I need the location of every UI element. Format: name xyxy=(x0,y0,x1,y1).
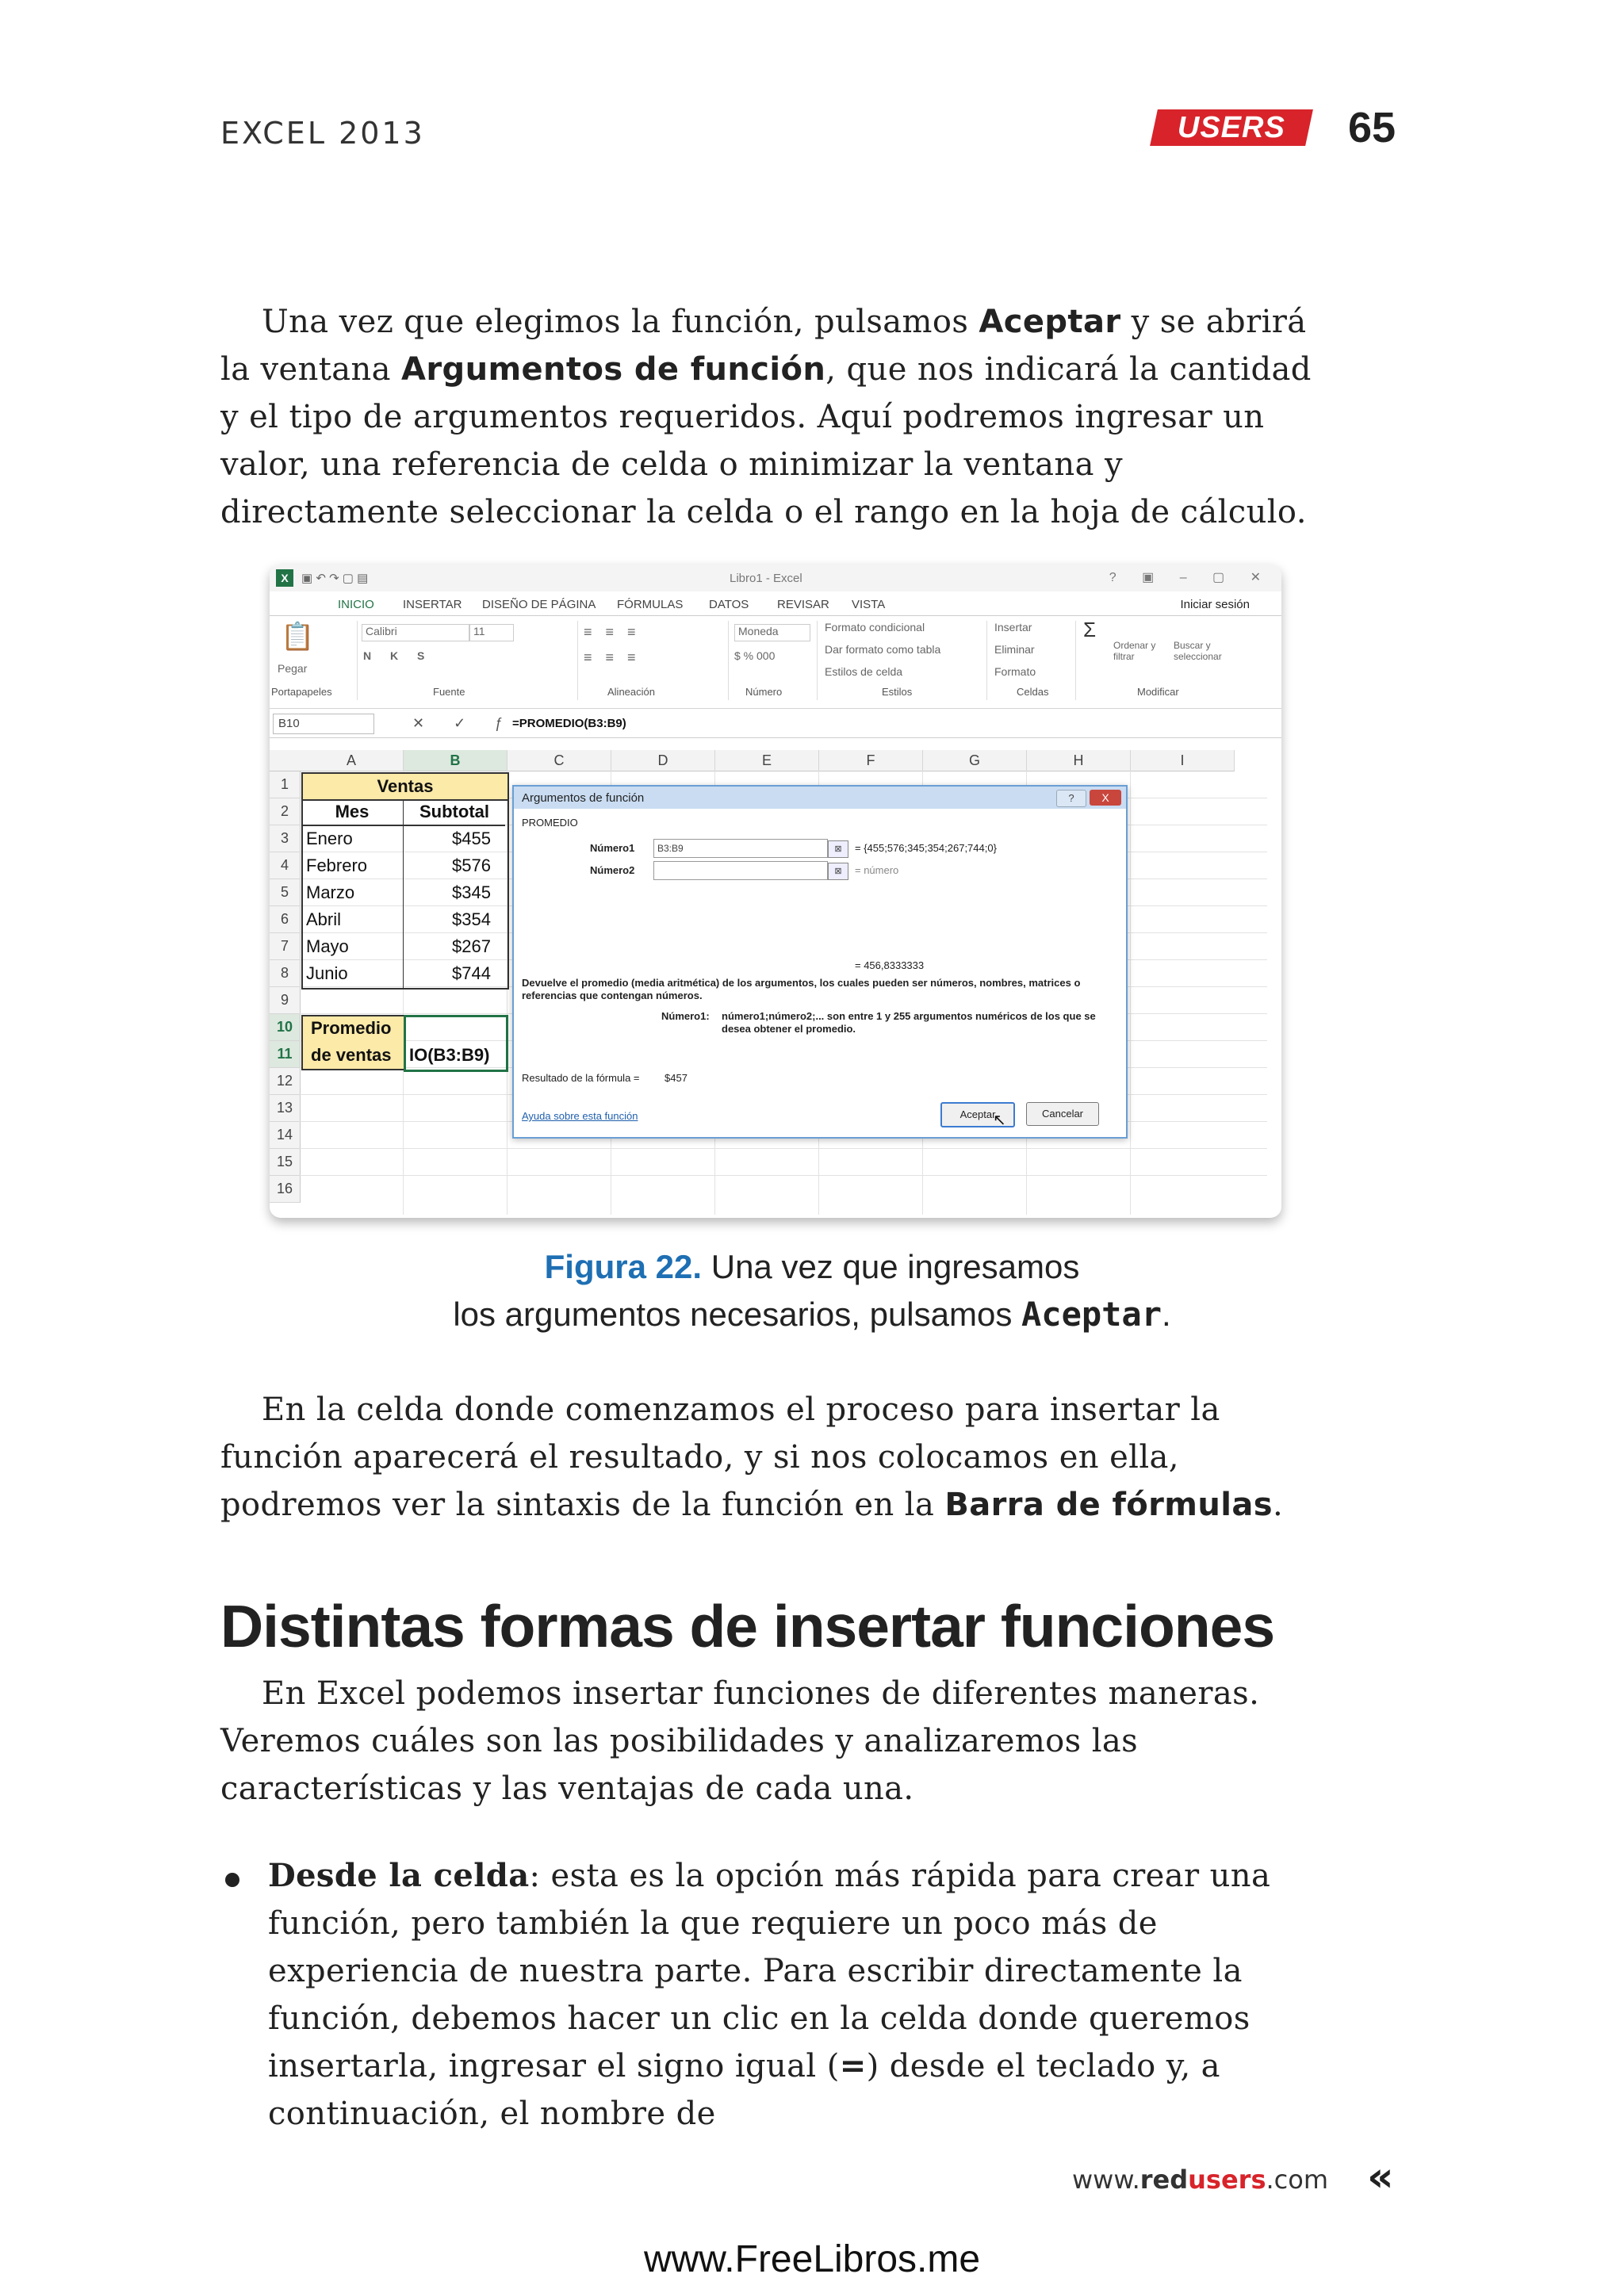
bullet-item-desde-celda: Desde la celda: esta es la opción más rápida para crear una función, pero también la que requiere un poco más de experiencia de nuestra parte. Para escribir directamente la función, debemos hacer un clic en la celda donde queremos insertarla, ingresar el signo igual (=) desde el teclado y, a continuación, el nombre de xyxy=(268,1857,1271,2132)
row-header[interactable]: 9 xyxy=(270,987,301,1014)
table-title: Ventas xyxy=(301,772,509,801)
average-label-2: de ventas xyxy=(311,1045,392,1065)
footer-chevron-icon: « xyxy=(1367,2153,1394,2201)
table-cell[interactable]: $744 xyxy=(452,963,491,983)
row-header[interactable]: 8 xyxy=(270,960,301,987)
tab-datos[interactable]: DATOS xyxy=(709,598,749,611)
column-header-d[interactable]: D xyxy=(611,750,715,771)
column-header-a[interactable]: A xyxy=(300,750,404,771)
dialog-title: Argumentos de función xyxy=(522,791,645,805)
delete-cells-button[interactable]: Eliminar xyxy=(994,643,1035,656)
formula-bar xyxy=(270,710,1281,738)
arg2-label: Número2 xyxy=(590,864,635,876)
arg1-result: = {455;576;345;354;267;744;0} xyxy=(855,842,997,854)
excel-screenshot-figure xyxy=(270,565,1281,1218)
table-cell[interactable]: Mayo xyxy=(306,936,349,956)
format-cells-button[interactable]: Formato xyxy=(994,665,1036,678)
paragraph-ways: En Excel podemos insertar funciones de diferentes maneras. Veremos cuáles son las posibilidades y analizaremos las características y las ventajas de cada una. xyxy=(220,1675,1260,1807)
signin-link[interactable]: Iniciar sesión xyxy=(1180,598,1250,611)
row-header[interactable]: 12 xyxy=(270,1068,301,1095)
group-label-edit: Modificar xyxy=(1137,686,1179,698)
number-format-select[interactable]: Moneda xyxy=(734,624,810,641)
dialog-help-button[interactable]: ? xyxy=(1056,790,1086,807)
caption-label: Figura 22. xyxy=(544,1248,703,1285)
font-size-select[interactable]: 11 xyxy=(469,624,514,641)
column-header-c[interactable]: C xyxy=(508,750,611,771)
paste-icon[interactable]: 📋 xyxy=(281,622,315,652)
excel-titlebar xyxy=(270,565,1281,591)
paste-label[interactable]: Pegar xyxy=(278,662,308,675)
table-cell[interactable]: Enero xyxy=(306,829,353,848)
running-header: EXCEL 2013 xyxy=(220,116,425,151)
arg2-collapse-icon[interactable]: ⊠ xyxy=(828,863,848,880)
formula-bar-icons[interactable]: ✕ ✓ ƒ xyxy=(412,715,516,731)
group-label-alignment: Alineación xyxy=(607,686,655,698)
function-help-link[interactable]: Ayuda sobre esta función xyxy=(522,1110,638,1122)
keyword-argumentos: Argumentos de función xyxy=(401,351,826,388)
tab-insertar[interactable]: INSERTAR xyxy=(403,598,462,611)
page-number: 65 xyxy=(1348,104,1396,151)
table-cell[interactable]: $576 xyxy=(452,856,491,875)
tab-inicio[interactable]: INICIO xyxy=(338,598,374,611)
group-label-cells: Celdas xyxy=(1017,686,1049,698)
function-description: Devuelve el promedio (media aritmética) de los argumentos, los cuales pueden ser números, nombres, matrices o referencias que contengan números. xyxy=(522,977,1081,1001)
insert-cells-button[interactable]: Insertar xyxy=(994,621,1032,634)
group-label-number: Número xyxy=(745,686,783,698)
name-box[interactable]: B10 xyxy=(273,714,374,734)
footer-url[interactable]: www.redusers.com xyxy=(1072,2165,1329,2195)
table-header-mes: Mes xyxy=(301,798,403,826)
accept-button[interactable]: Aceptar xyxy=(940,1102,1015,1127)
conditional-format-button[interactable]: Formato condicional xyxy=(825,621,925,634)
table-cell[interactable]: Abril xyxy=(306,909,342,929)
row-header[interactable]: 15 xyxy=(270,1149,301,1176)
ribbon-tabs xyxy=(270,591,1281,616)
tab-formulas[interactable]: FÓRMULAS xyxy=(617,598,684,611)
ribbon xyxy=(270,616,1281,709)
row-header[interactable]: 3 xyxy=(270,825,301,852)
equals-sign: = xyxy=(839,2048,867,2084)
row-header[interactable]: 16 xyxy=(270,1176,301,1203)
figure-caption: Figura 22. Una vez que ingresamos los argumentos necesarios, pulsamos Aceptar. xyxy=(453,1248,1171,1334)
arg1-label: Número1 xyxy=(590,842,635,854)
alignment-icons[interactable]: ≡ ≡ ≡ xyxy=(584,624,641,640)
window-controls[interactable]: ? ▣ – ▢ ✕ xyxy=(1109,571,1272,584)
tab-diseno[interactable]: DISEÑO DE PÁGINA xyxy=(482,598,596,611)
row-header[interactable]: 7 xyxy=(270,933,301,960)
row-header[interactable]: 4 xyxy=(270,852,301,879)
find-select-button[interactable]: Buscar y seleccionar xyxy=(1174,640,1222,662)
keyword-aceptar: Aceptar xyxy=(979,304,1121,340)
table-cell[interactable]: Junio xyxy=(306,963,348,983)
excel-app-icon: X xyxy=(276,569,293,587)
users-logo: USERS xyxy=(1150,109,1313,146)
table-header-subtotal: Subtotal xyxy=(404,798,505,826)
group-label-font: Fuente xyxy=(433,686,465,698)
function-arguments-dialog xyxy=(512,785,1128,1139)
row-header[interactable]: 13 xyxy=(270,1095,301,1122)
bullet-icon xyxy=(225,1873,239,1887)
average-label-1: Promedio xyxy=(311,1018,392,1038)
format-as-table-button[interactable]: Dar formato como tabla xyxy=(825,643,941,656)
font-style-buttons[interactable]: N K S xyxy=(363,649,433,662)
column-header-f[interactable]: F xyxy=(819,750,923,771)
alignment-icons-2[interactable]: ≡ ≡ ≡ xyxy=(584,649,641,665)
sort-filter-button[interactable]: Ordenar y filtrar xyxy=(1113,640,1156,662)
group-label-clipboard: Portapapeles xyxy=(271,686,332,698)
average-formula-cell[interactable]: IO(B3:B9) xyxy=(409,1045,490,1065)
quick-access-icons[interactable]: ▣ ↶ ↷ ▢ ▤ xyxy=(301,572,369,585)
row-header[interactable]: 6 xyxy=(270,906,301,933)
tab-vista[interactable]: VISTA xyxy=(852,598,886,611)
group-label-styles: Estilos xyxy=(882,686,913,698)
arg-help-text: número1;número2;... son entre 1 y 255 argumentos numéricos de los que se desea obtener el promedio. xyxy=(722,1010,1096,1035)
arg2-input[interactable] xyxy=(653,861,828,880)
section-heading: Distintas formas de insertar funciones xyxy=(220,1593,1275,1659)
column-header-e[interactable]: E xyxy=(715,750,819,771)
table-cell[interactable]: $455 xyxy=(452,829,491,848)
table-cell[interactable]: $354 xyxy=(452,909,491,929)
watermark: www.FreeLibros.me xyxy=(643,2238,981,2280)
mouse-cursor-icon: ↖ xyxy=(993,1112,1006,1129)
table-cell[interactable]: Febrero xyxy=(306,856,368,875)
table-cell[interactable]: Marzo xyxy=(306,882,355,902)
tab-revisar[interactable]: REVISAR xyxy=(777,598,829,611)
bullet-term: Desde la celda xyxy=(268,1857,530,1894)
dialog-titlebar xyxy=(514,787,1126,809)
arg1-input[interactable]: B3:B9 xyxy=(653,839,828,858)
row-header[interactable]: 10 xyxy=(270,1014,301,1041)
dialog-close-button[interactable]: X xyxy=(1090,790,1121,806)
paragraph-result: En la celda donde comenzamos el proceso para insertar la función aparecerá el resultado, y si nos colocamos en ella, podremos ver la sintaxis de la función en la Barra de fórmulas. xyxy=(220,1391,1284,1523)
function-total: = 456,8333333 xyxy=(855,959,925,971)
table-cell[interactable]: $345 xyxy=(452,882,491,902)
table-cell[interactable]: $267 xyxy=(452,936,491,956)
arg2-result: = número xyxy=(855,864,899,876)
arg1-collapse-icon[interactable]: ⊠ xyxy=(828,840,848,858)
paragraph-intro: Una vez que elegimos la función, pulsamos Aceptar y se abrirá la ventana Argumentos de función, que nos indicará la cantidad y el tipo de argumentos requeridos. Aquí podremos ingresar un valor, una referencia de celda o minimizar la ventana y directamente seleccionar la celda o el rango en la hoja de cálculo. xyxy=(220,304,1312,530)
result-value: $457 xyxy=(665,1072,688,1084)
window-title: Libro1 - Excel xyxy=(730,572,802,585)
caption-keyword: Aceptar xyxy=(1021,1295,1162,1334)
arg-help-label: Número1: xyxy=(661,1010,710,1022)
cell-styles-button[interactable]: Estilos de celda xyxy=(825,665,903,678)
font-name-select[interactable]: Calibri xyxy=(362,624,469,641)
column-header-b[interactable]: B xyxy=(404,750,508,771)
column-header-h[interactable]: H xyxy=(1027,750,1131,771)
keyword-barra-formulas: Barra de fórmulas xyxy=(944,1487,1273,1523)
dialog-function-name: PROMEDIO xyxy=(522,817,578,829)
result-label: Resultado de la fórmula = xyxy=(522,1072,640,1084)
column-header-g[interactable]: G xyxy=(923,750,1027,771)
row-header[interactable]: 1 xyxy=(270,771,301,798)
formula-input[interactable]: =PROMEDIO(B3:B9) xyxy=(512,717,626,730)
row-header[interactable]: 2 xyxy=(270,798,301,825)
row-header[interactable]: 5 xyxy=(270,879,301,906)
column-header-i[interactable]: I xyxy=(1131,750,1235,771)
cancel-button[interactable]: Cancelar xyxy=(1026,1102,1099,1126)
number-icons[interactable]: $ % 000 xyxy=(734,649,776,662)
row-header[interactable]: 14 xyxy=(270,1122,301,1149)
autosum-icon[interactable]: Σ xyxy=(1083,618,1097,641)
row-header[interactable]: 11 xyxy=(270,1041,301,1068)
